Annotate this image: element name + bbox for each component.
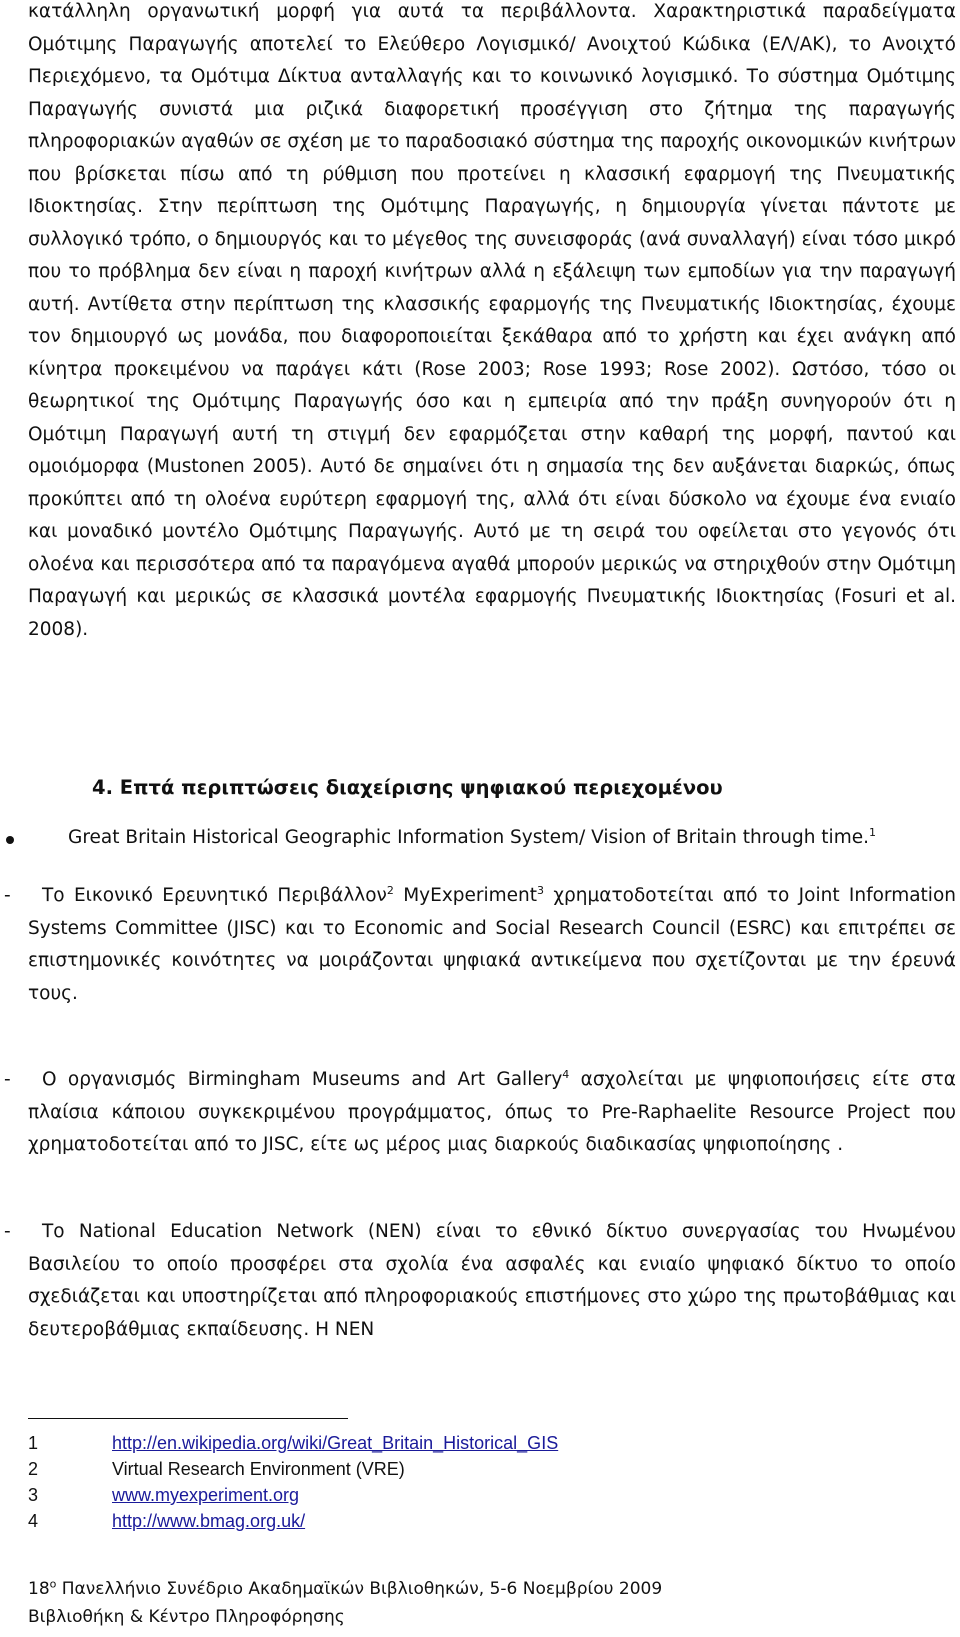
section-heading: 4. Επτά περιπτώσεις διαχείρισης ψηφιακού περιεχομένου — [92, 776, 723, 799]
page-footer — [28, 1575, 928, 1631]
dash-marker: - — [4, 885, 11, 906]
footer-conference — [28, 1575, 928, 1603]
bullet-list-item — [28, 822, 956, 855]
list-item-text: ασχολείται με ψηφιοποιήσεις είτε στα πλαίσια κάποιου συγκεκριμένου προγράμματος, όπως το Pre-Raphaelite Resource Project που χρηματοδοτείται από το JISC, είτε ως μέρος μιας διαρκούς διαδικασίας ψηφιοποίησης . — [28, 1069, 956, 1155]
dash-marker: - — [4, 1069, 11, 1090]
footnote-ref: 2 — [386, 883, 394, 897]
body-paragraph: κατάλληλη οργανωτική μορφή για αυτά τα περιβάλλοντα. Χαρακτηριστικά παραδείγματα Ομότιμης Παραγωγής αποτελεί το Ελεύθερο Λογισμικό/ Ανοιχτού Κώδικα (ΕΛ/ΑΚ), το Ανοιχτό Περιεχόμενο, τα Ομότιμα Δίκτυα ανταλλαγής και το κοινωνικό λογισμικό. Το σύστημα Ομότιμης Παραγωγής συνιστά μια ριζικά διαφορετική προσέγγιση στο ζήτημα της παραγωγής πληροφοριακών αγαθών σε σχέση με το παραδοσιακό σύστημα της παροχής οικονομικών κινήτρων που βρίσκεται πίσω από τη ρύθμιση που προτείνει η κλασσική εφαρμογή της Πνευματικής Ιδιοκτησίας. Στην περίπτωση της Ομότιμης Παραγωγής, η δημιουργία γίνεται πάντοτε με συλλογικό τρόπο, ο δημιουργός και το μέγεθος της συνεισφοράς (ανά συναλλαγή) είναι τόσο μικρό που το πρόβλημα δεν είναι η παροχή κινήτρων αλλά η εξάλειψη των εμποδίων για την παραγωγή αυτή. Αντίθετα στην περίπτωση της κλασσικής εφαρμογής της Πνευματικής Ιδιοκτησίας, έχουμε τον δημιουργό ως μονάδα, που διαφοροποιείται ξεκάθαρα από το χρήστη και έχει ανάγκη από κίνητρα προκειμένου να παράγει κάτι (Rose 2003; Rose 1993; Rose 2002). Ωστόσο, τόσο οι θεωρητικοί της Ομότιμης Παραγωγής όσο και η εμπειρία από την πράξη συνηγορούν ότι η Ομότιμη Παραγωγή αυτή τη στιγμή δεν εφαρμόζεται στην καθαρή της μορφή, παντού και ομοιόμορφα (Mustonen 2005). Αυτό δε σημαίνει ότι η σημασία της δεν αυξάνεται διαρκώς, όπως προκύπτει από τη ολοένα ευρύτερη εφαρμογή της, αλλά ότι είναι δύσκολο να έχουμε ένα ενιαίο και μοναδικό μοντέλο Ομότιμης Παραγωγής. Αυτό με τη σειρά του οφείλεται στο γεγονός ότι ολοένα και περισσότερα από τα παραγόμενα αγαθά μπορούν μερικώς να στηριχθούν στην Ομότιμη Παραγωγή και μερικώς σε κλασσικά μοντέλα εφαρμογής Πνευματικής Ιδιοκτησίας (Fosuri et al. 2008). — [28, 1, 956, 640]
footnote-ref: 3 — [537, 883, 545, 897]
footnote-ref: 1 — [868, 825, 876, 839]
footnote-row — [28, 1508, 928, 1534]
footnote-ref: 4 — [562, 1067, 570, 1081]
list-item-text: χρηματοδοτείται από το Joint Information Systems Committee (JISC) και το Economic and Social Research Council (ESRC) και επιτρέπει σε επιστημονικές κοινότητες να μοιράζονται ψηφιακά αντικείμενα που σχετίζονται με την έρευνά τους. — [28, 885, 956, 1004]
footnote-number: 3 — [28, 1485, 39, 1505]
footnote-link[interactable]: http://www.bmag.org.uk/ — [112, 1511, 306, 1531]
footnote-row — [28, 1456, 928, 1482]
footnote-link[interactable]: http://en.wikipedia.org/wiki/Great_Britain_Historical_GIS — [112, 1433, 559, 1453]
footnote-number: 2 — [28, 1459, 39, 1479]
footer-conference-text: Πανελλήνιο Συνέδριο Ακαδημαϊκών Βιβλιοθηκών, 5-6 Νοεμβρίου 2009 — [56, 1579, 663, 1599]
list-item — [4, 1216, 956, 1346]
list-item-text: Το National Education Network (NEN) είναι το εθνικό δίκτυο συνεργασίας του Ηνωμένου Βασιλείου το οποίο προσφέρει στα σχολία ένα ασφαλές και ενιαίο ψηφιακό δίκτυο το οποίο σχεδιάζεται και υποστηρίζεται από πληροφοριακούς επιστήμονες στο χώρο της πρωτοβάθμιας και δευτεροβάθμιας εκπαίδευσης. Η NEN — [28, 1221, 956, 1340]
footer-number: 18 — [28, 1579, 50, 1599]
footnote-divider — [28, 1418, 348, 1419]
footnote-row — [28, 1482, 928, 1508]
footnote-text: Virtual Research Environment (VRE) — [112, 1459, 405, 1479]
list-item-text: Το Εικονικό Ερευνητικό Περιβάλλον — [42, 885, 387, 906]
footnotes — [28, 1430, 928, 1534]
bullet-text: Great Britain Historical Geographic Information System/ Vision of Britain through time. — [68, 827, 869, 848]
list-item-text: MyExperiment — [393, 885, 538, 906]
list-item — [4, 1064, 956, 1162]
footer-library: Βιβλιοθήκη & Κέντρο Πληροφόρησης — [28, 1607, 345, 1627]
footnote-number: 4 — [28, 1511, 39, 1531]
bullet-icon — [6, 836, 14, 844]
list-item-text: Ο οργανισμός Birmingham Museums and Art Gallery — [42, 1069, 563, 1090]
dash-marker: - — [4, 1221, 11, 1242]
footnote-number: 1 — [28, 1433, 39, 1453]
list-item — [4, 880, 956, 1010]
footnote-link[interactable]: www.myexperiment.org — [112, 1485, 300, 1505]
footer-ordinal: ο — [49, 1577, 57, 1591]
footnote-row — [28, 1430, 928, 1456]
